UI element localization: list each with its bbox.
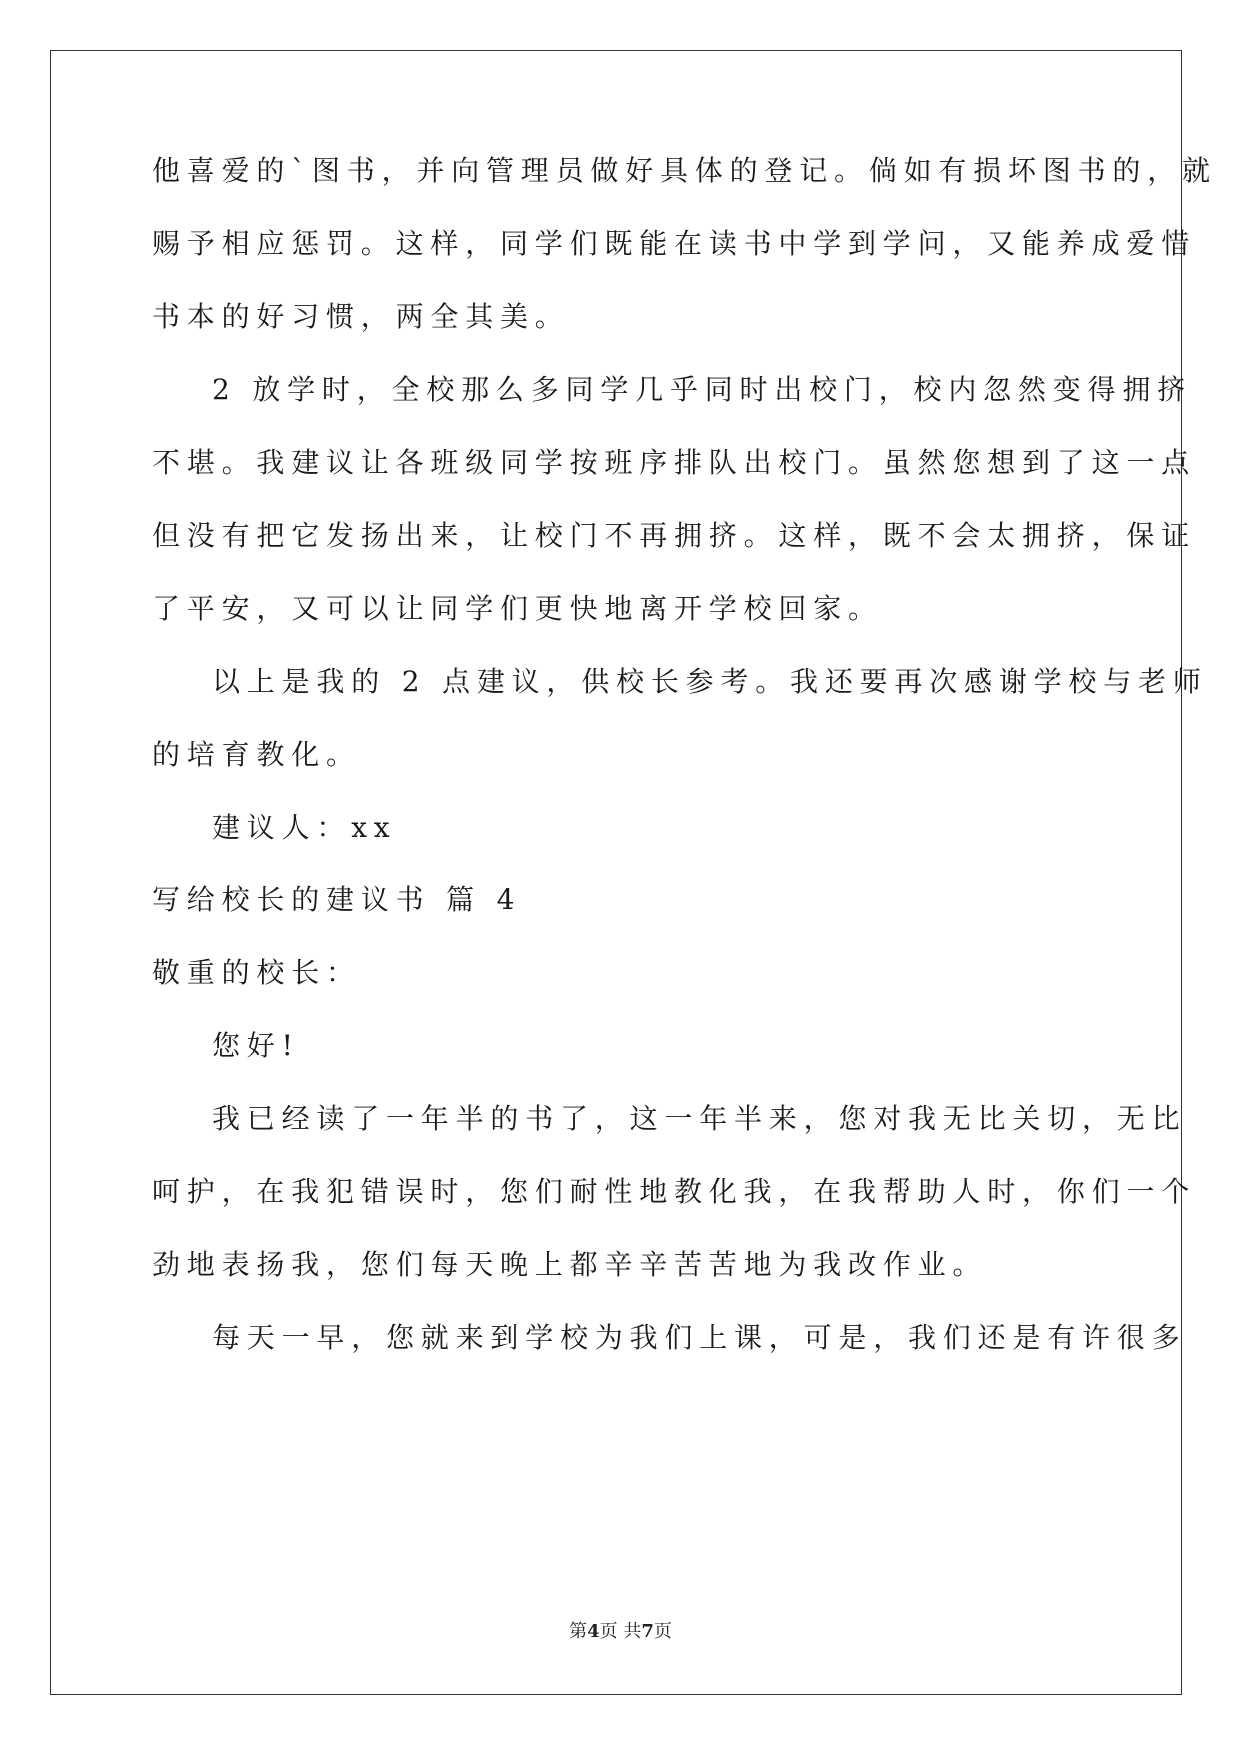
footer-suffix: 页	[653, 1621, 672, 1642]
body-line: 我已经读了一年半的书了，这一年半来，您对我无比关切，无比	[212, 1102, 1187, 1135]
body-line: 了平安，又可以让同学们更快地离开学校回家。	[152, 592, 883, 625]
body-line: 不堪。我建议让各班级同学按班序排队出校门。虽然您想到了这一点	[152, 446, 1197, 479]
body-line: 劲地表扬我，您们每天晚上都辛辛苦苦地为我改作业。	[152, 1248, 988, 1281]
body-line: 书本的好习惯，两全其美。	[152, 300, 570, 333]
footer-prefix: 第	[569, 1621, 588, 1642]
footer-middle: 页 共	[599, 1621, 642, 1642]
footer-page-number: 4	[587, 1621, 600, 1642]
body-line: 他喜爱的`图书，并向管理员做好具体的登记。倘如有损坏图书的，就	[152, 154, 1217, 187]
page-footer	[0, 1620, 1241, 1644]
body-line: 但没有把它发扬出来，让校门不再拥挤。这样，既不会太拥挤，保证	[152, 519, 1197, 552]
greeting: 您好!	[212, 1029, 300, 1062]
body-line: 赐予相应惩罚。这样，同学们既能在读书中学到学问，又能养成爱惜	[152, 227, 1197, 260]
body-line: 的培育教化。	[152, 738, 361, 771]
body-line: 2 放学时，全校那么多同学几乎同时出校门，校内忽然变得拥挤	[212, 373, 1192, 406]
body-line: 以上是我的 2 点建议，供校长参考。我还要再次感谢学校与老师	[212, 665, 1208, 698]
body-line: 呵护，在我犯错误时，您们耐性地教化我，在我帮助人时，你们一个	[152, 1175, 1197, 1208]
salutation: 敬重的校长：	[152, 956, 361, 989]
signature-line: 建议人：xx	[212, 811, 397, 844]
footer-total-pages: 7	[641, 1621, 654, 1642]
section-heading: 写给校长的建议书 篇 4	[152, 883, 522, 916]
body-line: 每天一早，您就来到学校为我们上课，可是，我们还是有许很多	[212, 1321, 1187, 1354]
